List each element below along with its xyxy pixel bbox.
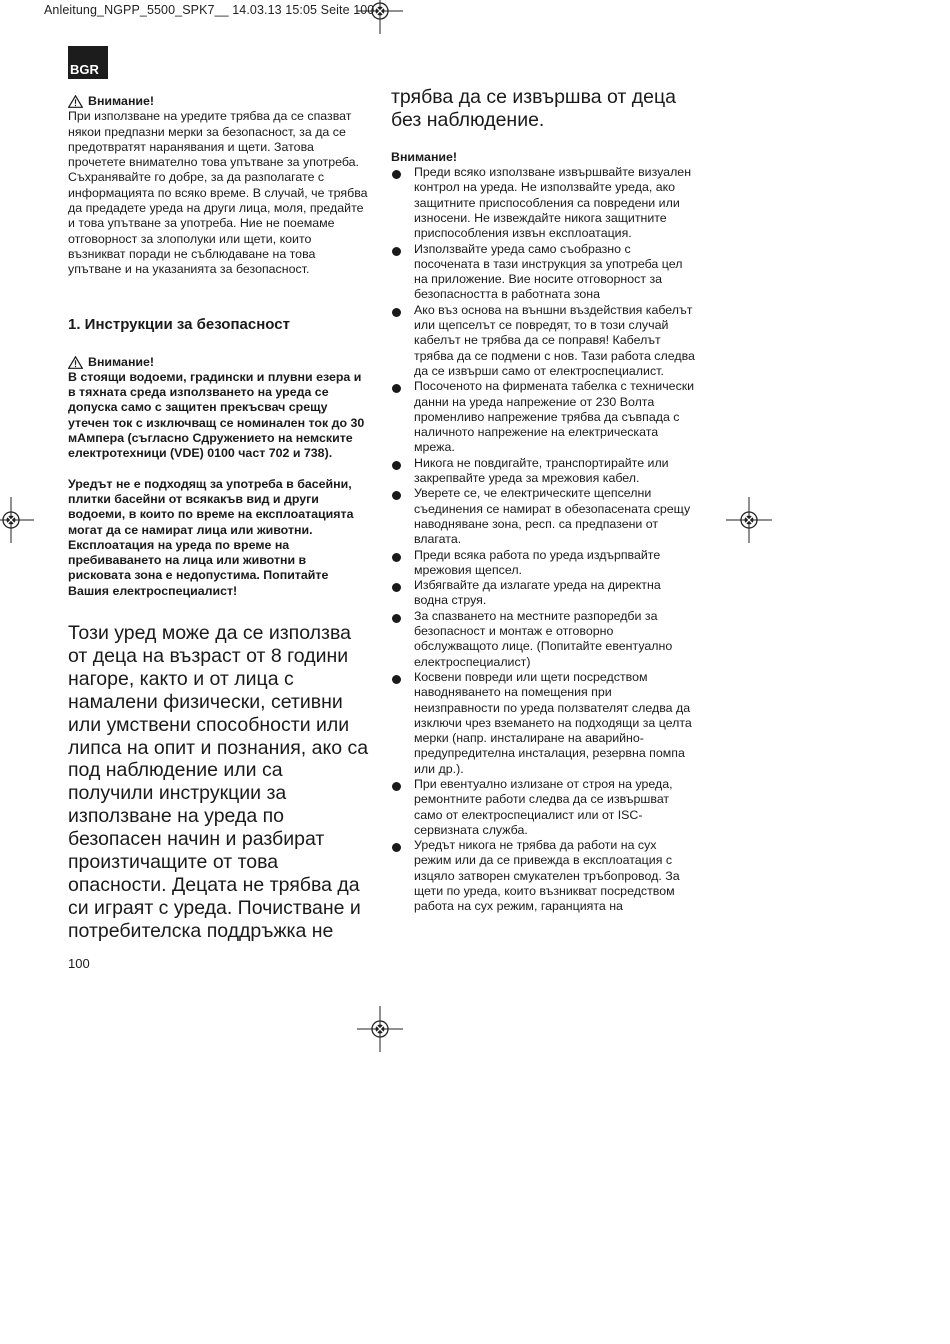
warning-title: Внимание! (391, 149, 458, 164)
warning-title-text: Внимание! (88, 354, 155, 369)
page-number: 100 (68, 956, 90, 971)
list-item: Посоченото на фирмената табелка с технически данни на уреда напрежение от 230 Волта променливо напрежение трябва да съвпада с наличното напрежение на електрическата мрежа. (391, 379, 695, 455)
warning-triangle-icon (68, 356, 83, 369)
language-badge: BGR (68, 46, 108, 79)
warning-title (68, 94, 372, 109)
safety-bullet-list (391, 165, 695, 915)
rcd-warning-text: В стоящи водоеми, градински и плувни езера и в тяхната среда използването на уреда се допуска само с защитен прекъсвач срещу утечен ток с изключващ се номинален ток до 30 мАмпера (съгласно Сдружението на немските електротехници (VDE) 0100 част 702 и 738). (68, 369, 365, 461)
list-item: Никога не повдигайте, транспортирайте или закрепвайте уреда за мрежовия кабел. (391, 456, 695, 487)
warning-title (68, 355, 372, 370)
list-item: За спазването на местните разпоредби за безопасност и монтаж е отговорно обслужващото лице. (Попитайте евентуално електроспециалист) (391, 609, 695, 670)
left-column (68, 94, 372, 943)
intro-warning-text: При използване на уредите трябва да се спазват някои предпазни мерки за безопасност, за да се предотвратят наранявания и щети. Затова прочетете внимателно това упътване за употреба. Съхранявайте го добре, за да разполагате с информацията по всяко време. В случай, че трябва да предадете уреда на други лица, моля, предайте и това упътване за употреба. Ние не поемаме отговорност за злополуки или щети, които възникват поради не съблюдаване на това упътване и на указанията за безопасност. (68, 109, 368, 277)
list-item: Ако въз основа на външни въздействия кабелът или щепселът се повредят, то в този случай кабелът не трябва да се поправя! Кабелът трябва да се подмени с нов. Тази работа следва да се извърши само от електроспециалист. (391, 303, 695, 379)
warning-triangle-icon (68, 95, 83, 108)
list-item: Използвайте уреда само съобразно с посочената в тази инструкция за употреба цел на приложение. Вие носите отговорност за безопасността в работната зона (391, 242, 695, 303)
list-item: Преди всяка работа по уреда издърпвайте мрежовия щепсел. (391, 548, 695, 579)
pool-warning-text: Уредът не е подходящ за употреба в басейни, плитки басейни от всякакъв вид и други водоеми, в които по време на експлоатацията могат да се намират лица или животни. Експлоатация на уреда по време на пребиваването на лица или животни в рисковата зона е недопустима. Попитайте Вашия електроспециалист! (68, 476, 354, 598)
section-heading: 1. Инструкции за безопасност (68, 315, 290, 333)
registration-mark-icon (0, 497, 34, 543)
children-notice-text: Този уред може да се използва от деца на възраст от 8 години нагоре, както и от лица с намалени физически, сетивни или умствени способности или липса на опит и познания, ако са под наблюдение или са получили инструкции за използване на уреда по безопасен начин и разбират произтичащите от това опасности. Децата не трябва да си играят с уреда. Почистване и потребителска поддръжка не (68, 622, 369, 942)
registration-mark-icon (357, 1006, 403, 1052)
children-notice-continued: трябва да се извършва от деца без наблюдение. (391, 86, 676, 131)
list-item: Уредът никога не трябва да работи на сух режим или да се привежда в експлоатация с изцяло затворен смукателен тръбопровод. За щети по уреда, които възникват посредством работа на сух режим, гаранцията на (391, 838, 695, 914)
list-item: При евентуално излизане от строя на уреда, ремонтните работи следва да се извършват само от електроспециалист или от ISC-сервизната служба. (391, 777, 695, 838)
list-item: Избягвайте да излагате уреда на директна водна струя. (391, 578, 695, 609)
right-column (391, 86, 695, 915)
list-item: Преди всяко използване извършвайте визуален контрол на уреда. Не използвайте уреда, ако защитните приспособления са повредени или износени. Не извеждайте никога защитните приспособления извън експлоатация. (391, 165, 695, 241)
list-item: Уверете се, че електрическите щепселни съединения се намират в обезопасената срещу наводняване зона, респ. са предпазени от влагата. (391, 486, 695, 547)
registration-mark-icon (357, 0, 403, 34)
registration-mark-icon (726, 497, 772, 543)
print-header: Anleitung_NGPP_5500_SPK7__ 14.03.13 15:05 Seite 100 (44, 3, 375, 17)
warning-title-text: Внимание! (88, 94, 155, 108)
list-item: Косвени повреди или щети посредством наводняването на помещения при неизправности по уреда ползвателят следва да изключи чрез вземането на подходящи за целта мерки (напр. инсталиране на аварийно-предупредителна инсталация, резервна помпа или др.). (391, 670, 695, 777)
